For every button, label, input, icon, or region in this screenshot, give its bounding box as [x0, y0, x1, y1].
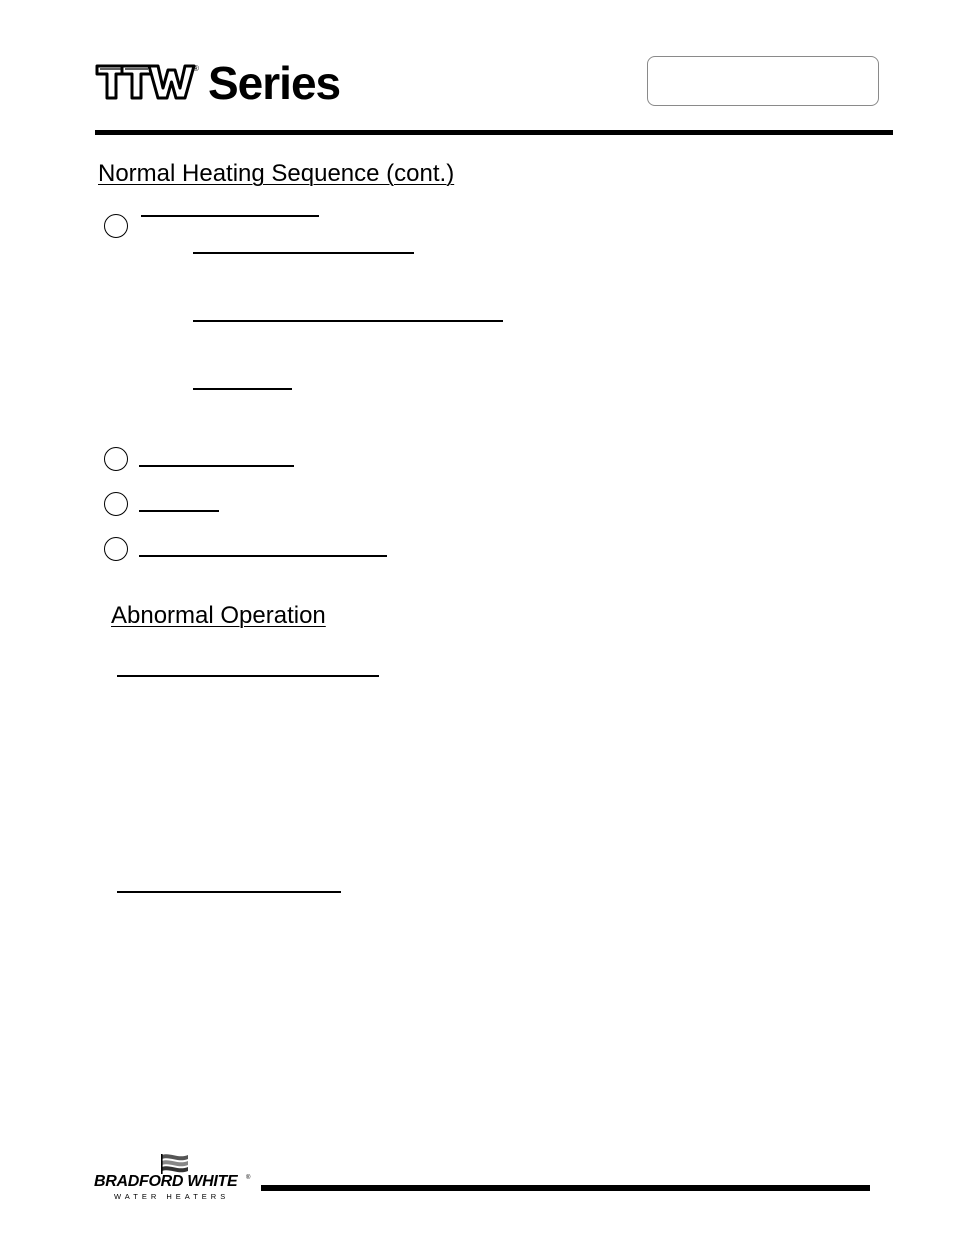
ttw-series-logo — [94, 58, 340, 108]
step-circle-icon — [104, 214, 128, 238]
step-circle-icon — [104, 492, 128, 516]
ttw-outline-icon — [94, 58, 198, 104]
ttw-logo-mark — [94, 58, 204, 108]
flag-icon — [160, 1153, 190, 1175]
subsection-heading-blank — [117, 675, 379, 677]
section-title-abnormal-operation: Abnormal Operation — [111, 602, 326, 629]
registered-mark: ® — [193, 64, 199, 73]
header-divider — [95, 130, 893, 135]
bradford-white-logo — [94, 1153, 254, 1205]
footer-divider — [261, 1185, 870, 1191]
brand-tagline: WATER HEATERS — [114, 1192, 230, 1201]
section-title-normal-heating: Normal Heating Sequence (cont.) — [98, 160, 455, 187]
step-heading-blank — [141, 215, 319, 217]
substep-heading-blank — [193, 320, 503, 322]
substep-heading-blank — [193, 252, 414, 254]
step-heading-blank — [139, 465, 294, 467]
brand-registered-mark: ® — [246, 1175, 251, 1181]
substep-heading-blank — [193, 388, 292, 390]
step-heading-blank — [139, 555, 387, 557]
page-number-box — [647, 56, 879, 106]
step-circle-icon — [104, 447, 128, 471]
step-heading-blank — [139, 510, 219, 512]
step-circle-icon — [104, 537, 128, 561]
brand-name: BRADFORD WHITE — [94, 1173, 238, 1190]
series-word: Series — [208, 57, 341, 109]
subsection-heading-blank — [117, 891, 341, 893]
